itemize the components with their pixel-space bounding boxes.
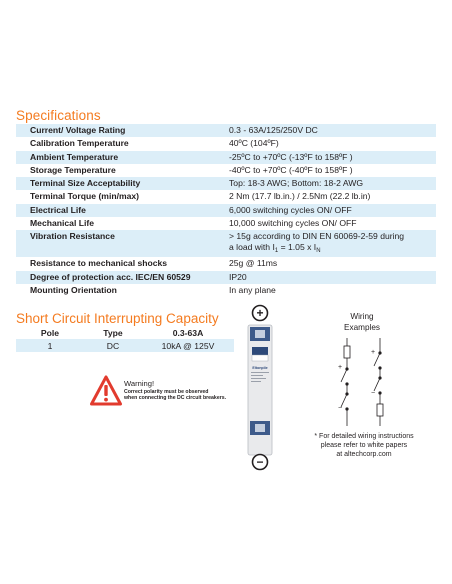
spec-label: Storage Temperature	[30, 164, 116, 175]
bottom-screw	[255, 424, 265, 432]
wiring-plus-symbol: +	[337, 364, 343, 371]
load-resistor-icon	[377, 404, 383, 416]
vibration-value-line2	[229, 242, 436, 257]
spec-value: IP20	[227, 271, 436, 284]
note-line: at altechcorp.com	[336, 451, 392, 458]
spec-row	[16, 137, 436, 150]
spec-label: Terminal Torque (min/max)	[30, 191, 140, 202]
cell-capacity: 10kA @ 125V	[142, 339, 234, 352]
spec-label: Mechanical Life	[30, 218, 94, 229]
spec-value: In any plane	[229, 284, 276, 295]
handle-base	[252, 355, 268, 361]
cell-pole: 1	[16, 339, 84, 352]
warning-icon	[90, 375, 122, 407]
short-circuit-row	[16, 339, 234, 352]
spec-row	[16, 164, 436, 177]
spec-label: Current/ Voltage Rating	[16, 124, 227, 137]
specifications-heading: Specifications	[16, 108, 101, 123]
spec-row	[16, 271, 436, 284]
spec-row	[16, 177, 436, 190]
plus-symbol: +	[256, 306, 264, 320]
spec-row	[16, 230, 436, 257]
spec-value: Top: 18-3 AWG; Bottom: 18-2 AWG	[227, 177, 436, 190]
wiring-plus-symbol: +	[370, 349, 376, 356]
spec-row	[16, 284, 436, 297]
brand-label: Eltonpile	[252, 366, 268, 370]
warning-body	[124, 389, 254, 402]
spec-row	[16, 124, 436, 137]
spec-value: 6,000 switching cycles ON/ OFF	[227, 204, 436, 217]
minus-symbol: −	[256, 455, 264, 469]
spec-label: Resistance to mechanical shocks	[30, 258, 168, 269]
spec-value: -25ºC to +70ºC (-13ºF to 158ºF )	[227, 151, 436, 164]
vibration-value-line1: > 15g according to DIN EN 60069-2-59 during	[229, 231, 405, 242]
spec-row	[16, 204, 436, 217]
wiring-minus-symbol: −	[370, 390, 376, 397]
spec-value: 0.3 - 63A/125/250V DC	[227, 124, 436, 137]
short-circuit-table	[16, 326, 234, 352]
spec-value: 2 Nm (17.7 lb.in.) / 2.5Nm (22.2 lb.in)	[229, 191, 371, 202]
spec-row	[16, 257, 436, 270]
spec-value: 10,000 switching cycles ON/ OFF	[229, 218, 357, 229]
formula-text: a load with I	[229, 242, 275, 253]
note-line: please refer to white papers	[320, 442, 408, 449]
spec-label: Electrical Life	[16, 204, 227, 217]
spec-label: Mounting Orientation	[30, 284, 117, 295]
label-line	[251, 372, 269, 373]
spec-label: Calibration Temperature	[30, 138, 129, 149]
formula-text: = 1.05 x I	[278, 242, 317, 253]
circuit-breaker-image	[244, 303, 276, 473]
wiring-diagram	[334, 338, 394, 428]
spec-label: Vibration Resistance	[16, 230, 227, 257]
label-line	[251, 381, 261, 382]
formula-subscript: N	[316, 248, 321, 255]
wiring-note	[302, 432, 426, 459]
label-line	[251, 375, 263, 376]
warning-heading: Warning!	[124, 379, 155, 388]
spec-row	[16, 217, 436, 230]
short-circuit-heading: Short Circuit Interrupting Capacity	[16, 311, 219, 326]
wiring-title-line: Wiring	[350, 312, 374, 321]
column-header-range: 0.3-63A	[172, 328, 204, 338]
specifications-table	[16, 124, 436, 297]
spec-label: Degree of protection acc. IEC/EN 60529	[16, 271, 227, 284]
formula-subscript: 1	[274, 248, 279, 255]
note-line: * For detailed wiring instructions	[314, 433, 414, 440]
breaker-handle	[252, 347, 268, 355]
top-screw	[255, 330, 265, 338]
spec-value: -40ºC to +70ºC (-40ºF to 158ºF )	[229, 164, 353, 175]
spec-value: 25g @ 11ms	[229, 258, 278, 269]
wiring-title-line: Examples	[344, 322, 380, 332]
warning-line: Correct polarity must be observed	[124, 389, 209, 395]
spec-value	[227, 230, 436, 257]
spec-row	[16, 151, 436, 164]
column-header-type: Type	[103, 328, 123, 338]
spec-value: 40ºC (104ºF)	[229, 138, 279, 149]
short-circuit-header-row	[16, 326, 234, 339]
wiring-minus-symbol: −	[337, 405, 343, 412]
load-resistor-icon	[344, 346, 350, 358]
wiring-examples-heading	[332, 312, 392, 333]
spec-row	[16, 190, 436, 203]
warning-line: when connecting the DC circuit breakers.	[124, 395, 227, 402]
cell-type: DC	[84, 339, 142, 352]
warning-text	[124, 379, 254, 402]
column-header-pole: Pole	[40, 328, 60, 338]
spec-label: Ambient Temperature	[16, 151, 227, 164]
label-line	[251, 378, 266, 379]
breaker-body	[248, 325, 272, 455]
spec-label: Terminal Size Acceptability	[16, 177, 227, 190]
